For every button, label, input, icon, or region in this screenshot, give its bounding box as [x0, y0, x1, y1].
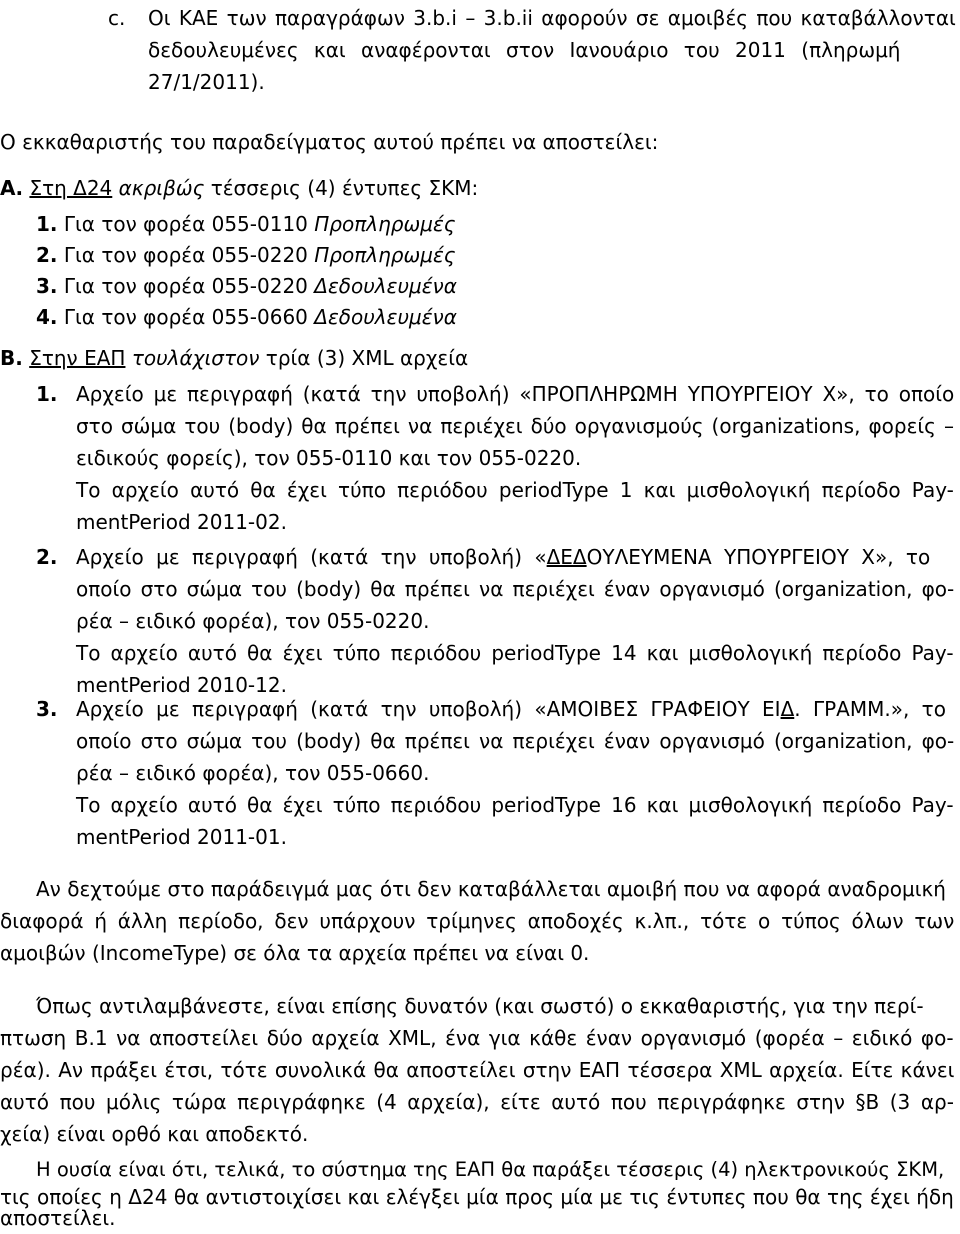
- line-text: Αρχείο με περιγραφή (κατά την υποβολή) «ΠΡΟΠΛΗΡΩΜΗ ΥΠΟΥΡΓΕΙΟΥ Χ», το οποίο: [76, 382, 955, 406]
- section-b-item-1-number: 1.: [36, 382, 58, 406]
- section-b-item-3-line-5: mentPeriod 2011-01.: [76, 825, 287, 849]
- item-c-marker: c.: [108, 6, 126, 30]
- item-tag: Δεδουλευμένα: [314, 305, 457, 329]
- item-text: Για τον φορέα 055-0660: [63, 305, 308, 329]
- line-text: Το αρχείο αυτό θα έχει τύπο περιόδου periodType 16 και μισθολογική περίοδο Pay-: [76, 793, 954, 817]
- section-b-item-2-line-4: [76, 637, 954, 669]
- section-b-item-3-line-2: [76, 725, 954, 757]
- line-text: Το αρχείο αυτό θα έχει τύπο περιόδου periodType 14 και μισθολογική περίοδο Pay-: [76, 641, 954, 665]
- section-b-item-1-line-5: mentPeriod 2011-02.: [76, 510, 287, 534]
- section-a-marker: Α.: [0, 176, 24, 200]
- item-text: Για τον φορέα 055-0220: [63, 274, 308, 298]
- section-b-item-2-number: 2.: [36, 545, 58, 569]
- line-text: τις οποίες η Δ24 θα αντιστοιχίσει και ελέγξει μία προς μία με τις έντυπες που θα της έχει ήδη: [0, 1185, 954, 1209]
- item-text: Για τον φορέα 055-0110: [63, 212, 308, 236]
- section-b-item-3-line-3: ρέα – ειδικό φορέα), τον 055-0660.: [76, 761, 430, 785]
- para3-line-2: [0, 1181, 954, 1213]
- para1-line-3: αμοιβών (IncomeType) σε όλα τα αρχεία πρέπει να είναι 0.: [0, 941, 590, 965]
- line-text: Όπως αντιλαμβάνεστε, είναι επίσης δυνατόν (και σωστό) ο εκκαθαριστής, για την περί-: [36, 994, 924, 1018]
- line-text: οποίο στο σώμα του (body) θα πρέπει να περιέχει έναν οργανισμό (organization, φο-: [76, 577, 955, 601]
- item-text: Για τον φορέα 055-0220: [63, 243, 308, 267]
- section-b-item-2-line-3: ρέα – ειδικό φορέα), τον 055-0220.: [76, 609, 430, 633]
- section-b-item-1-line-2: [76, 410, 954, 442]
- item-tag: Προπληρωμές: [314, 212, 456, 236]
- section-b-marker: Β.: [0, 346, 23, 370]
- item-number: 2.: [36, 243, 58, 267]
- item-c-line-1-text: Οι ΚΑΕ των παραγράφων 3.b.i – 3.b.ii αφορούν σε αμοιβές που καταβάλλονται: [148, 6, 956, 30]
- line-text: στο σώμα του (body) θα πρέπει να περιέχει δύο οργανισμούς (organizations, φορείς –: [76, 414, 954, 438]
- section-b-item-3-line-4: [76, 789, 954, 821]
- section-a-item-1: [36, 208, 456, 240]
- line-text: Το αρχείο αυτό θα έχει τύπο περιόδου periodType 1 και μισθολογική περίοδο Pay-: [76, 478, 954, 502]
- section-b-emphasis: τουλάχιστον: [131, 346, 260, 370]
- section-b-item-1-line-1: [76, 378, 954, 410]
- section-b-item-3-line-1: [76, 693, 946, 725]
- item-c-line-2: δεδουλευμένες και αναφέρονται στον Ιανουάριο του 2011 (πληρωμή: [148, 38, 901, 62]
- section-b-heading: [0, 342, 468, 374]
- para2-line-1: [36, 990, 924, 1022]
- line-text: . ΓΡΑΜΜ.», το: [794, 697, 946, 721]
- para1-line-1: [36, 873, 946, 905]
- section-b-item-2-line-1: [76, 541, 930, 573]
- section-b-item-2-line-5: mentPeriod 2010-12.: [76, 673, 287, 697]
- line-text: Η ουσία είναι ότι, τελικά, το σύστημα της ΕΑΠ θα παράξει τέσσερις (4) ηλεκτρονικούς ΣΚΜ,: [36, 1158, 945, 1181]
- item-c-line-1: [148, 2, 956, 34]
- line-text: ΟΥΛΕΥΜΕΝΑ ΥΠΟΥΡΓΕΙΟΥ Χ», το: [586, 545, 931, 569]
- intro-paragraph: Ο εκκαθαριστής του παραδείγματος αυτού πρέπει να αποστείλει:: [0, 130, 659, 154]
- para2-line-2: [0, 1022, 954, 1054]
- item-number: 1.: [36, 212, 58, 236]
- section-a-item-2: [36, 239, 456, 271]
- section-b-rest: τρία (3) XML αρχεία: [265, 346, 469, 370]
- item-c-line-3: 27/1/2011).: [148, 70, 265, 94]
- line-text: οποίο στο σώμα του (body) θα πρέπει να περιέχει έναν οργανισμό (organization, φο-: [76, 729, 955, 753]
- item-tag: Δεδουλευμένα: [314, 274, 457, 298]
- underlined-text: ΔΕΔ: [546, 545, 587, 569]
- line-text: Αρχείο με περιγραφή (κατά την υποβολή) «ΑΜΟΙΒΕΣ ΓΡΑΦΕΙΟΥ ΕΙ: [76, 697, 781, 721]
- section-a-item-4: [36, 301, 457, 333]
- para2-line-3: [0, 1054, 954, 1086]
- section-b-prefix: Στην ΕΑΠ: [29, 346, 126, 370]
- line-text: Αρχείο με περιγραφή (κατά την υποβολή) «: [76, 545, 547, 569]
- section-b-item-2-line-2: [76, 573, 954, 605]
- line-text: διαφορά ή άλλη περίοδο, δεν υπάρχουν τρίμηνες αποδοχές κ.λπ., τότε ο τύπος όλων των: [0, 909, 955, 933]
- section-a-emphasis: ακριβώς: [118, 176, 205, 200]
- item-tag: Προπληρωμές: [314, 243, 456, 267]
- section-a-prefix: Στη Δ24: [29, 176, 113, 200]
- section-b-item-1-line-4: [76, 474, 954, 506]
- line-text: αυτό που μόλις τώρα περιγράφηκε (4 αρχεία), είτε αυτό που περιγράφηκε στην §Β (3 αρ-: [0, 1090, 954, 1114]
- para3-line-3: αποστείλει.: [0, 1206, 116, 1230]
- para2-line-5: χεία) είναι ορθό και αποδεκτό.: [0, 1122, 309, 1146]
- line-text: ρέα). Αν πράξει έτσι, τότε συνολικά θα αποστείλει στην ΕΑΠ τέσσερα XML αρχεία. Είτε κάνει: [0, 1058, 955, 1082]
- section-b-item-3-number: 3.: [36, 697, 58, 721]
- section-b-item-1-line-3: ειδικούς φορείς), τον 055-0110 και τον 055-0220.: [76, 446, 582, 470]
- para1-line-2: [0, 905, 954, 937]
- line-text: πτωση Β.1 να αποστείλει δύο αρχεία XML, ένα για κάθε έναν οργανισμό (φορέα – ειδικό φο-: [0, 1026, 954, 1050]
- para2-line-4: [0, 1086, 954, 1118]
- section-a-rest: τέσσερις (4) έντυπες ΣΚΜ:: [210, 176, 479, 200]
- line-text: Αν δεχτούμε στο παράδειγμά μας ότι δεν καταβάλλεται αμοιβή που να αφορά αναδρομική: [36, 877, 946, 901]
- section-a-item-3: [36, 270, 457, 302]
- underlined-text: Δ: [780, 697, 795, 721]
- item-number: 3.: [36, 274, 58, 298]
- item-number: 4.: [36, 305, 58, 329]
- section-a-heading: [0, 172, 478, 204]
